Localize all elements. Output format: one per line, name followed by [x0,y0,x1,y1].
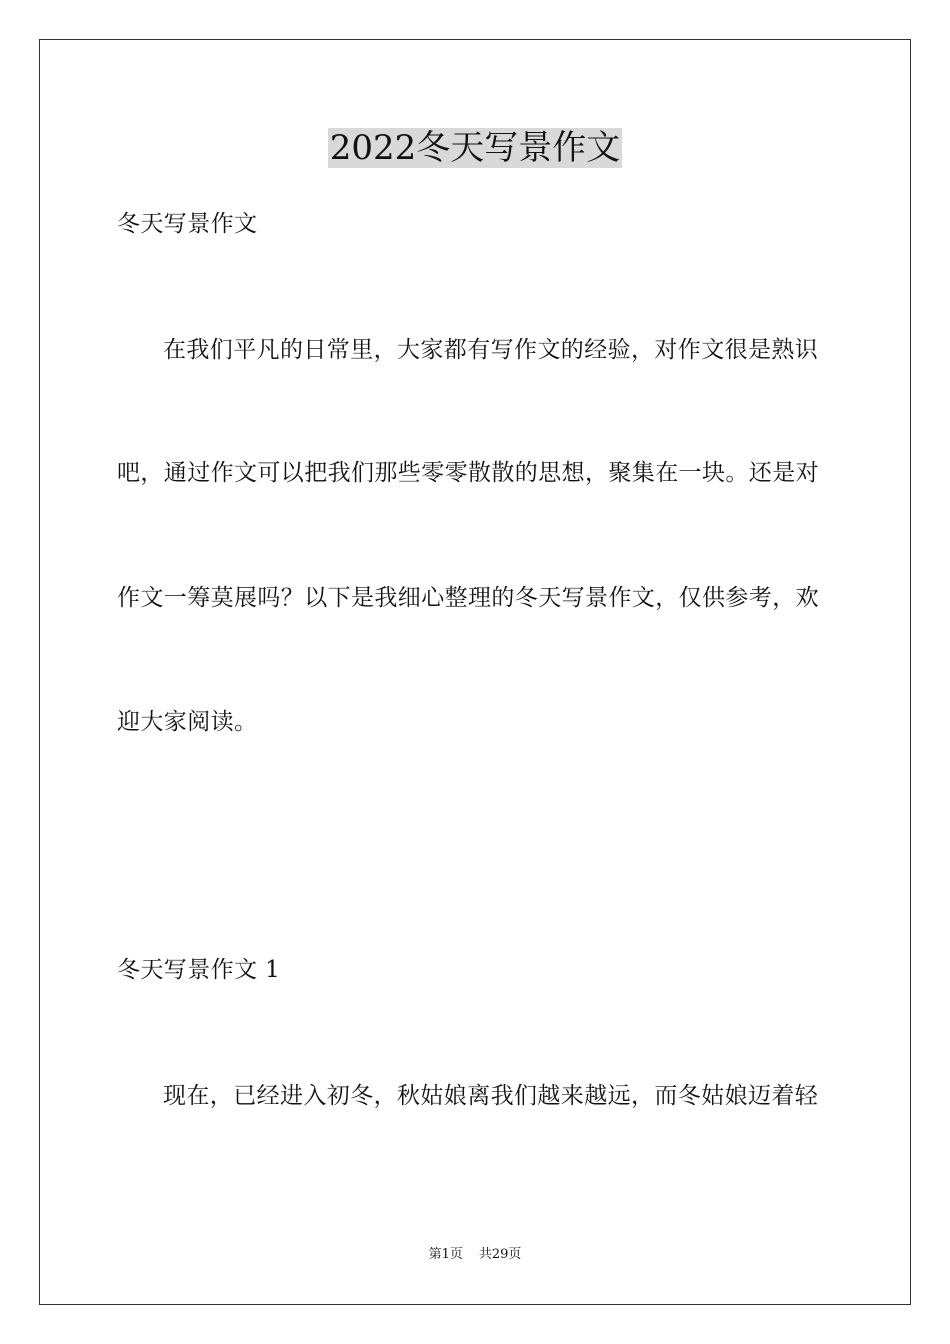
document-subtitle: 冬天写景作文 [117,211,258,237]
intro-line-1: 在我们平凡的日常里，大家都有写作文的经验，对作文很是熟识 [163,337,819,363]
page-number: 第1页 [428,1247,463,1262]
intro-line-2: 吧，通过作文可以把我们那些零零散散的思想，聚集在一块。还是对 [117,460,819,486]
document-title-text: 2022冬天写景作文 [329,128,621,168]
intro-line-4: 迎大家阅读。 [117,709,258,735]
document-title [0,126,950,170]
page-footer [0,1246,950,1264]
page-total: 共29页 [478,1247,522,1262]
section-heading: 冬天写景作文 1 [117,957,281,983]
intro-line-3: 作文一筹莫展吗？以下是我细心整理的冬天写景作文，仅供参考，欢 [117,585,819,611]
section-line-1: 现在，已经进入初冬，秋姑娘离我们越来越远，而冬姑娘迈着轻 [163,1083,819,1109]
